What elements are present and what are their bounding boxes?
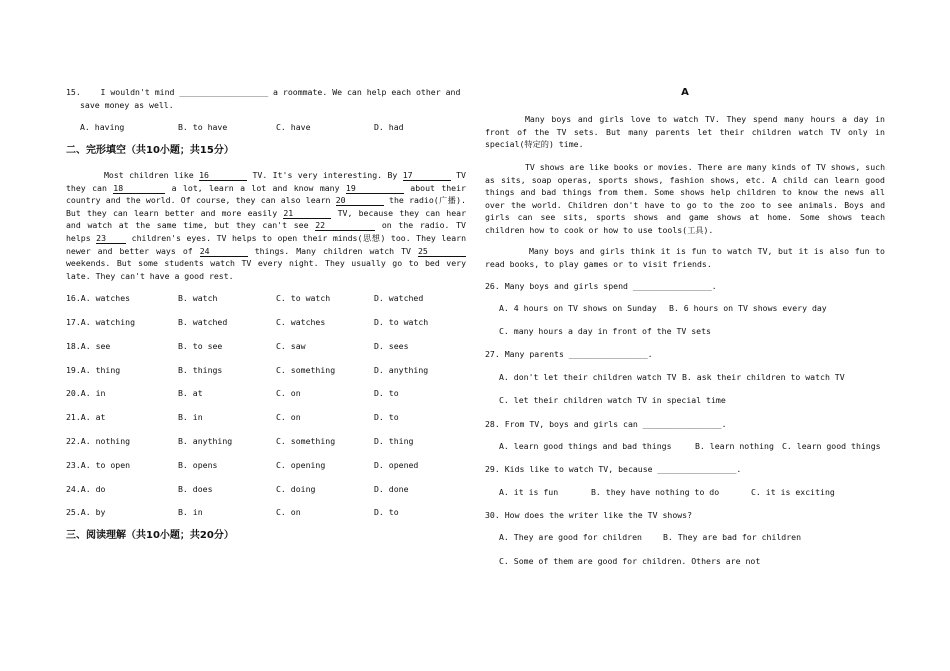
q21-option-b[interactable]: B. in xyxy=(178,412,203,422)
q30-option-b[interactable]: B. They are bad for children xyxy=(663,532,802,542)
q28-option-b[interactable]: B. learn nothing xyxy=(695,441,774,451)
q28-option-c[interactable]: C. learn good things xyxy=(782,441,881,451)
blank-23: 23 xyxy=(96,233,126,244)
q21-option-a[interactable]: 21.A. at xyxy=(66,412,106,422)
q26-option-c[interactable]: C. many hours a day in front of the TV sets xyxy=(499,326,711,336)
question-number: 15. xyxy=(66,87,81,97)
question-30-stem: 30. How does the writer like the TV shows? xyxy=(485,510,693,520)
q28-option-a[interactable]: A. learn good things and bad things xyxy=(499,441,672,451)
answer-blank: __________________ xyxy=(179,87,269,97)
q25-option-a[interactable]: 25.A. by xyxy=(66,507,106,517)
cloze-text: TV they can xyxy=(66,170,466,193)
q18-option-a[interactable]: 18.A. see xyxy=(66,341,111,351)
q19-option-c[interactable]: C. something xyxy=(276,365,336,375)
question-28-stem: 28. From TV, boys and girls can ________________. xyxy=(485,419,727,429)
blank-20: 20 xyxy=(336,195,384,206)
cloze-text: on the radio. TV helps xyxy=(66,220,466,243)
q16-option-c[interactable]: C. to watch xyxy=(276,293,331,303)
section-title-cloze: 二、完形填空（共10小题；共15分） xyxy=(66,145,234,156)
q23-option-c[interactable]: C. opening xyxy=(276,460,326,470)
q22-option-a[interactable]: 22.A. nothing xyxy=(66,436,131,446)
blank-17: 17 xyxy=(403,170,451,181)
q29-option-c[interactable]: C. it is exciting xyxy=(751,487,835,497)
q22-option-c[interactable]: C. something xyxy=(276,436,336,446)
q27-option-a[interactable]: A. don't let their children watch TV xyxy=(499,372,677,382)
q24-option-b[interactable]: B. does xyxy=(178,484,213,494)
passage-paragraph-2: TV shows are like books or movies. There are many kinds of TV shows, such as sits, soap operas, sports shows, fashion shows, etc. A child can learn good things and bad things from them. Some shows help children to know the news all over the world. Children don't have to go to the zoo to see animals. Boys and girls can see sits, sports shows and game shows at home. Some shows teach children how to cook or how to use tools(工具). xyxy=(485,162,885,235)
q20-option-c[interactable]: C. on xyxy=(276,388,301,398)
blank-24: 24 xyxy=(200,246,248,257)
q26-option-a[interactable]: A. 4 hours on TV shows on Sunday xyxy=(499,303,657,313)
q18-option-c[interactable]: C. saw xyxy=(276,341,306,351)
passage-title: A xyxy=(681,87,689,98)
q24-option-a[interactable]: 24.A. do xyxy=(66,484,106,494)
q17-option-d[interactable]: D. to watch xyxy=(374,317,429,327)
section-title-reading: 三、阅读理解（共10小题；共20分） xyxy=(66,530,234,541)
blank-25: 25 xyxy=(418,246,466,257)
cloze-text: the radio(广播). But they can learn better and more easily xyxy=(66,195,466,218)
question-26-stem: 26. Many boys and girls spend ________________. xyxy=(485,281,717,291)
q16-option-b[interactable]: B. watch xyxy=(178,293,218,303)
q23-option-b[interactable]: B. opens xyxy=(178,460,218,470)
cloze-text: TV. It's very interesting. By xyxy=(247,170,403,180)
blank-16: 16 xyxy=(199,170,247,181)
q21-option-c[interactable]: C. on xyxy=(276,412,301,422)
q19-option-d[interactable]: D. anything xyxy=(374,365,429,375)
cloze-text: children's eyes. TV helps to open their minds(思想) too. They learn newer and better ways of xyxy=(66,232,466,256)
q19-option-a[interactable]: 19.A. thing xyxy=(66,365,121,375)
cloze-text: TV, because they can hear and watch at the same time, but they can't see xyxy=(66,207,466,231)
q17-option-a[interactable]: 17.A. watching xyxy=(66,317,136,327)
q20-option-b[interactable]: B. at xyxy=(178,388,203,398)
q20-option-a[interactable]: 20.A. in xyxy=(66,388,106,398)
cloze-text: a lot, learn a lot and know many xyxy=(165,182,346,193)
question-15 xyxy=(66,86,466,111)
q24-option-d[interactable]: D. done xyxy=(374,484,409,494)
question-stem: I wouldn't mind xyxy=(100,87,180,97)
q18-option-b[interactable]: B. to see xyxy=(178,341,223,351)
q18-option-d[interactable]: D. sees xyxy=(374,341,409,351)
blank-18: 18 xyxy=(113,183,165,194)
q25-option-b[interactable]: B. in xyxy=(178,507,203,517)
option-c[interactable]: C. have xyxy=(276,122,311,132)
option-d[interactable]: D. had xyxy=(374,122,404,132)
cloze-text: weekends. But some students watch TV every night. They usually go to bed very late. They can't have a good rest. xyxy=(66,258,466,281)
question-29-stem: 29. Kids like to watch TV, because ________________. xyxy=(485,464,742,474)
option-b[interactable]: B. to have xyxy=(178,122,228,132)
blank-22: 22 xyxy=(315,220,375,231)
question-27-stem: 27. Many parents ________________. xyxy=(485,349,653,359)
blank-21: 21 xyxy=(283,208,331,219)
q27-option-b[interactable]: B. ask their children to watch TV xyxy=(682,372,845,382)
q29-option-a[interactable]: A. it is fun xyxy=(499,487,559,497)
q29-option-b[interactable]: B. they have nothing to do xyxy=(591,487,720,497)
q21-option-d[interactable]: D. to xyxy=(374,412,399,422)
q20-option-d[interactable]: D. to xyxy=(374,388,399,398)
q16-option-d[interactable]: D. watched xyxy=(374,293,424,303)
q16-option-a[interactable]: 16.A. watches xyxy=(66,293,131,303)
q27-option-c[interactable]: C. let their children watch TV in special time xyxy=(499,395,726,405)
q23-option-a[interactable]: 23.A. to open xyxy=(66,460,131,470)
q25-option-c[interactable]: C. on xyxy=(276,507,301,517)
q17-option-c[interactable]: C. watches xyxy=(276,317,326,327)
question-stem-cont: a roommate. We can help each other and save money as well. xyxy=(80,87,461,110)
cloze-passage xyxy=(66,169,466,282)
passage-paragraph-3: Many boys and girls think it is fun to watch TV, but it is also fun to read books, to play games or to visit friends. xyxy=(485,246,885,269)
cloze-text: things. Many children watch TV xyxy=(247,245,418,256)
passage-paragraph-1: Many boys and girls love to watch TV. They spend many hours a day in front of the TV sets. But many parents let their children watch TV only in special(特定的) time. xyxy=(485,114,885,150)
q26-option-b[interactable]: B. 6 hours on TV shows every day xyxy=(669,303,827,313)
cloze-text: about their country and the world. Of course, they can also learn xyxy=(66,182,466,206)
q25-option-d[interactable]: D. to xyxy=(374,507,399,517)
option-a[interactable]: A. having xyxy=(80,122,125,132)
q30-option-c[interactable]: C. Some of them are good for children. Others are not xyxy=(499,556,761,566)
q24-option-c[interactable]: C. doing xyxy=(276,484,316,494)
q22-option-d[interactable]: D. thing xyxy=(374,436,414,446)
q23-option-d[interactable]: D. opened xyxy=(374,460,419,470)
q17-option-b[interactable]: B. watched xyxy=(178,317,228,327)
q30-option-a[interactable]: A. They are good for children xyxy=(499,532,642,542)
q22-option-b[interactable]: B. anything xyxy=(178,436,233,446)
cloze-text: Most children like xyxy=(104,170,200,180)
q19-option-b[interactable]: B. things xyxy=(178,365,223,375)
blank-19: 19 xyxy=(346,183,404,194)
